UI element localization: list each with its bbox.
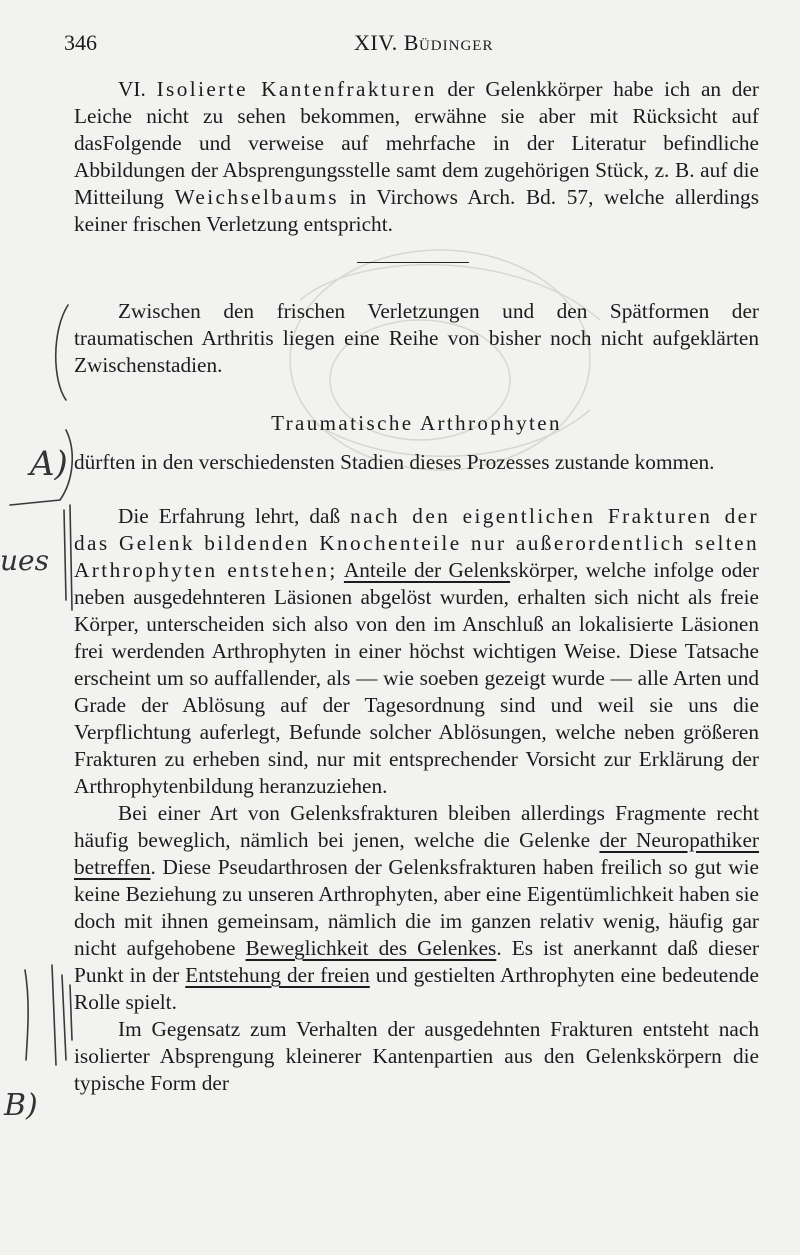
margin-note-lines: ues xyxy=(0,544,49,577)
section-vi-paragraph: VI. Isolierte Kantenfrakturen der Gelenkkörper habe ich an der Leiche nicht zu sehen bekommen, erwähne sie aber mit Rücksicht auf dasFolgende und verweise auf mehrfache in der Literatur befindliche Abbildungen der Absprengungsstelle samt dem zugehörigen Stück, z. B. auf die Mitteilung Weichselbaums in Virchows Arch. Bd. 57, welche allerdings keiner frischen Verletzung entspricht. xyxy=(74,77,760,236)
page-header xyxy=(64,30,774,60)
section-heading: Traumatische Arthrophyten xyxy=(271,411,562,435)
author-name: Weichselbaums xyxy=(174,185,339,209)
pencil-underline: Anteile der Gelenk xyxy=(343,558,511,582)
vertical-line-mark xyxy=(70,505,72,610)
page-number: 346 xyxy=(64,30,97,55)
vertical-line-mark xyxy=(70,985,72,1040)
margin-note-a: A) xyxy=(30,444,68,484)
running-head: XIV. BÜDINGER xyxy=(354,30,494,55)
pencil-underline: Entstehung der freien xyxy=(185,963,370,987)
intro-paragraph: Zwischen den frischen Verletzungen und den Spätformen der traumatischen Arthritis liegen eine Reihe von bisher noch nicht aufgeklärten Zwischenstadien. xyxy=(74,299,759,377)
vertical-line-mark xyxy=(64,510,66,600)
section-divider xyxy=(357,262,469,263)
bracket-mark xyxy=(56,305,68,400)
vertical-line-mark xyxy=(52,965,56,1065)
paragraph-2: Bei einer Art von Gelenksfrakturen bleiben allerdings Fragmente recht häufig beweglich, nämlich bei jenen, welche die Gelenke der Neuropathiker betreffen. Diese Pseudarthrosen der Gelenksfrakturen haben freilich so gut wie keine Beziehung zu unseren Arthrophyten, aber eine Eigentümlichkeit haben sie doch mit ihnen gemeinsam, nämlich die im ganzen relativ wenig, häufig gar nicht aufgehobene Beweglichkeit des Gelenkes. Es ist anerkannt daß dieser Punkt in der Entstehung der freien und gestielten Arthrophyten eine bedeutende Rolle spielt. xyxy=(74,801,760,1014)
spaced-term: Isolierte Kantenfrakturen xyxy=(156,77,437,101)
paragraph-3: Im Gegensatz zum Verhalten der ausgedehnten Frakturen entsteht nach isolierter Absprengung kleinerer Kantenpartien aus den Gelenkskörpern die typische Form der xyxy=(74,1017,759,1095)
main-paragraphs xyxy=(74,503,759,1097)
bracket-mark xyxy=(10,430,72,505)
vertical-line-mark xyxy=(62,975,66,1060)
vertical-line-mark xyxy=(25,970,28,1060)
heading-continuation: dürften in den verschiedensten Stadien dieses Prozesses zustande kommen. xyxy=(74,450,715,474)
pencil-underline: der Neuropathiker betreffen xyxy=(74,828,760,879)
paragraph-1: Die Erfahrung lehrt, daß nach den eigentlichen Frakturen der das Gelenk bildenden Knochenteile nur außerordentlich selten Arthrophyten entstehen; Anteile der Gelenkskörper, welche infolge oder neben ausgedehnteren Läsionen abgelöst wurden, erhalten sich nicht als freie Körper, unterscheiden sich also von den im Anschluß an lokalisierte Läsionen frei werdenden Arthrophyten in einer höchst wichtigen Weise. Diese Tatsache erscheint um so auffallender, als — wie soeben gezeigt wurde — alle Arten und Grade der Ablösung auf der Tagesordnung sind und weil sie uns die Verpflichtung auferlegt, Befunde solcher Ablösungen, welche neben größeren Frakturen zu erheben sind, nur mit entsprechender Vorsicht zur Erklärung der Arthrophytenbildung heranzuziehen. xyxy=(74,504,760,798)
margin-note-b: B) xyxy=(4,1088,38,1123)
pencil-underline: Beweglichkeit des Gelenkes xyxy=(245,936,497,960)
